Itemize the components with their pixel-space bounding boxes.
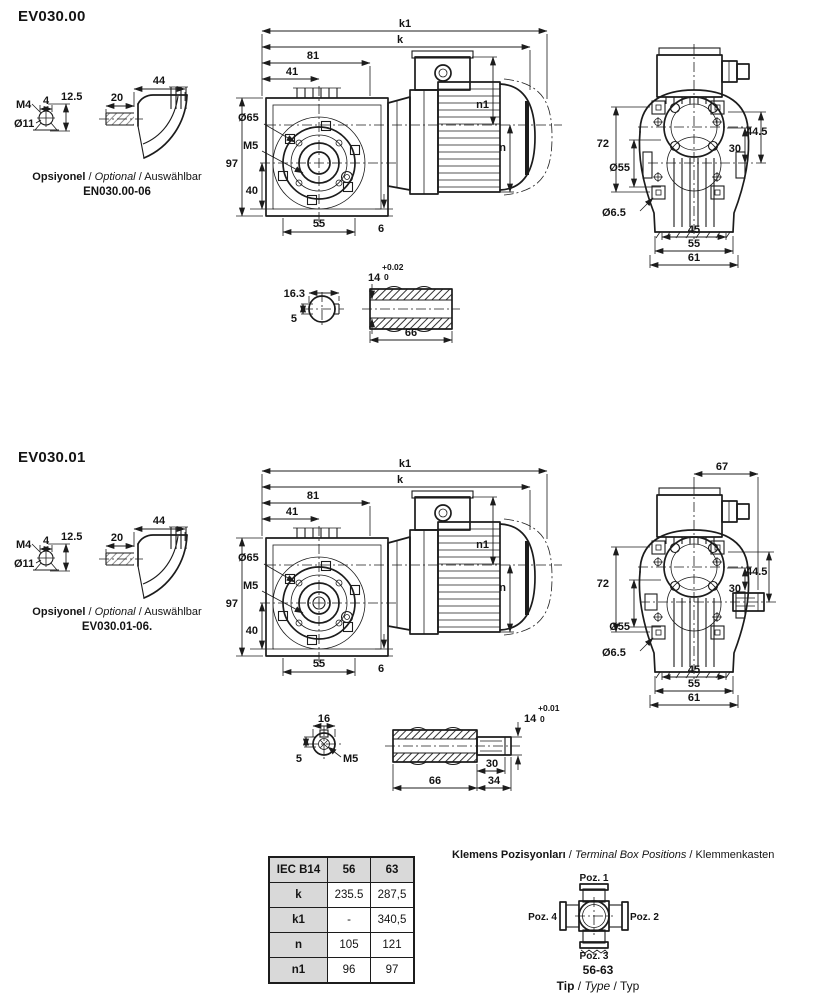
dim-4: 4	[42, 95, 50, 107]
optional-note-line: Opsiyonel / Optional / Auswählbar	[32, 171, 202, 183]
dim-66: 66	[428, 775, 442, 787]
terminal-box-diagram	[520, 858, 690, 998]
dim-40: 40	[245, 185, 258, 197]
dim-66: 66	[404, 327, 418, 339]
table-header-iec-b14: IEC B14	[269, 857, 328, 883]
dim-5: 5	[290, 313, 297, 325]
dim-d55: Ø55	[609, 162, 630, 174]
dim-67: 67	[715, 461, 729, 473]
drawing-ev030-00	[0, 0, 820, 400]
dim-44: 44	[152, 75, 166, 87]
dim-61: 61	[687, 252, 701, 264]
label-d11: Ø11	[14, 118, 35, 130]
value-n-63: 121	[371, 933, 415, 958]
dim-55: 55	[312, 218, 326, 230]
end-view	[597, 461, 776, 708]
dim-44-5: 44.5	[746, 566, 768, 578]
dim-14: 14	[524, 713, 537, 725]
accessory-cover-drawing	[99, 515, 188, 598]
dim-41: 41	[285, 66, 299, 78]
dim-20: 20	[110, 532, 124, 544]
dim-k1: k1	[398, 18, 412, 30]
frame-size-range: 56-63	[582, 963, 614, 977]
table-header-63: 63	[371, 857, 415, 883]
value-k1-63: 340,5	[371, 908, 415, 933]
dim-20: 20	[110, 92, 124, 104]
table-row	[269, 883, 414, 908]
shaft-cross-section	[296, 713, 358, 765]
dim-k: k	[396, 474, 404, 486]
value-n-56: 105	[328, 933, 371, 958]
value-n1-56: 96	[328, 958, 371, 984]
tolerance-upper: +0.02	[382, 262, 404, 272]
dim-81: 81	[306, 490, 320, 502]
dim-d65: Ø65	[238, 552, 259, 564]
motor-fins	[438, 529, 500, 627]
optional-note-ev030-01	[8, 605, 226, 634]
dimension-table	[268, 856, 415, 984]
dim-72: 72	[596, 138, 609, 150]
optional-note-line: Opsiyonel / Optional / Auswählbar	[32, 606, 202, 618]
dim-81: 81	[306, 50, 320, 62]
dim-97: 97	[225, 598, 238, 610]
label-d11: Ø11	[14, 558, 35, 570]
table-row	[269, 908, 414, 933]
main-side-view	[226, 458, 562, 676]
dim-72: 72	[596, 578, 609, 590]
dim-44: 44	[152, 515, 166, 527]
accessory-screw-drawing	[14, 91, 82, 131]
dim-4: 4	[42, 535, 50, 547]
table-header-56: 56	[328, 857, 371, 883]
label-poz-1: Poz. 1	[579, 873, 609, 884]
table-row	[269, 958, 414, 984]
row-label-k: k	[269, 883, 328, 908]
dim-d6-5: Ø6.5	[602, 207, 626, 219]
dim-30: 30	[728, 143, 741, 155]
optional-code: EV030.01-06.	[81, 621, 153, 633]
dim-k: k	[396, 34, 404, 46]
optional-note-ev030-00	[8, 170, 226, 199]
dim-n1: n1	[476, 539, 489, 551]
dim-61: 61	[687, 692, 701, 704]
dim-n: n	[499, 582, 506, 594]
dim-97: 97	[225, 158, 238, 170]
main-side-view	[226, 18, 562, 236]
label-poz-3: Poz. 3	[579, 951, 609, 962]
motor-fins	[438, 89, 500, 187]
dim-55: 55	[687, 238, 701, 250]
label-poz-2: Poz. 2	[630, 912, 659, 923]
dim-12-5: 12.5	[61, 91, 83, 103]
dim-n1: n1	[476, 99, 489, 111]
section-title-ev030-01: EV030.01	[18, 449, 86, 466]
dim-d55: Ø55	[609, 621, 630, 633]
row-label-n1: n1	[269, 958, 328, 984]
bore-cross-section	[284, 288, 344, 326]
value-n1-63: 97	[371, 958, 415, 984]
tolerance-upper: +0.01	[538, 703, 560, 713]
dim-d65: Ø65	[238, 112, 259, 124]
dim-34: 34	[487, 775, 501, 787]
optional-code: EN030.00-06	[83, 186, 151, 198]
dim-14: 14	[368, 272, 381, 284]
dim-12-5: 12.5	[61, 531, 83, 543]
terminal-box-heading: Klemens Pozisyonları / Terminal Box Positions / Klemmenkasten	[452, 849, 775, 861]
dim-30: 30	[728, 583, 741, 595]
dim-41: 41	[285, 506, 299, 518]
dim-55: 55	[312, 658, 326, 670]
value-k-56: 235.5	[328, 883, 371, 908]
label-m4: M4	[16, 539, 32, 551]
dim-d6-5: Ø6.5	[602, 647, 626, 659]
dim-16-3: 16.3	[283, 288, 305, 300]
table-row	[269, 933, 414, 958]
tolerance-lower: 0	[384, 272, 389, 282]
type-caption: Tip / Type / Typ	[556, 979, 640, 993]
label-m4: M4	[16, 99, 32, 111]
dim-16: 16	[317, 713, 331, 725]
hollow-shaft-view	[362, 262, 460, 343]
extended-shaft-view	[385, 703, 560, 791]
dim-45: 45	[687, 224, 701, 236]
dim-6: 6	[377, 663, 385, 675]
tolerance-lower: 0	[540, 714, 545, 724]
dim-n: n	[499, 142, 506, 154]
dim-40: 40	[245, 625, 258, 637]
row-label-k1: k1	[269, 908, 328, 933]
accessory-cover-drawing	[99, 75, 188, 158]
dim-45: 45	[687, 664, 701, 676]
value-k-63: 287,5	[371, 883, 415, 908]
row-label-n: n	[269, 933, 328, 958]
label-poz-4: Poz. 4	[528, 912, 557, 923]
dim-6: 6	[377, 223, 385, 235]
accessory-screw-drawing	[14, 531, 82, 571]
dim-30: 30	[485, 758, 499, 770]
end-view	[597, 44, 768, 268]
dim-5: 5	[295, 753, 302, 765]
label-m5-thread: M5	[343, 753, 359, 765]
value-k1-56: -	[328, 908, 371, 933]
dim-k1: k1	[398, 458, 412, 470]
dim-m5: M5	[243, 580, 259, 592]
section-title-ev030-00: EV030.00	[18, 8, 86, 25]
dim-55: 55	[687, 678, 701, 690]
dim-m5: M5	[243, 140, 259, 152]
dim-44-5: 44.5	[746, 126, 768, 138]
